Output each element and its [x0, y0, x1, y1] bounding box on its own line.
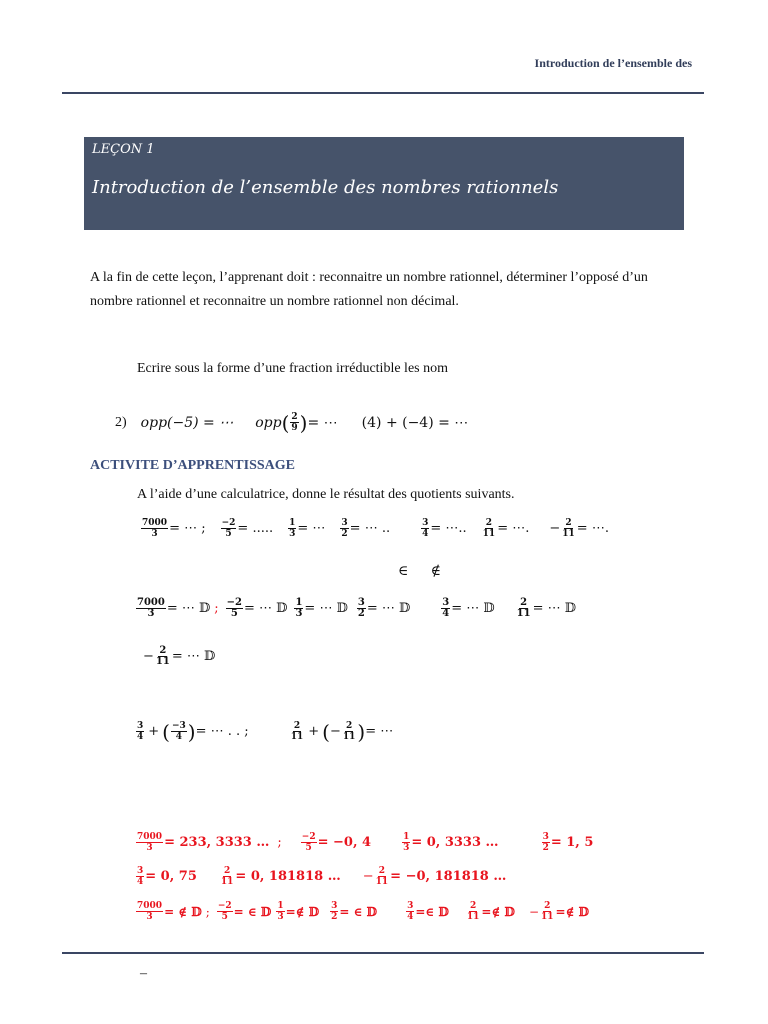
running-head: Introduction de l’ensemble des: [534, 56, 692, 70]
sum-expression: (4) + (−4) = ⋯: [361, 414, 469, 431]
quotient-item: [135, 598, 210, 619]
denominator: 4: [137, 732, 144, 742]
answer-value: = −0, 4: [317, 835, 372, 850]
fraction: [136, 866, 144, 887]
answer-value: = 1, 5: [550, 835, 594, 850]
fraction: [290, 721, 305, 742]
numerator: 2: [544, 901, 551, 911]
minus-sign: −: [528, 904, 540, 919]
numerator: −2: [221, 518, 236, 528]
denominator: 2: [331, 912, 338, 922]
answer-item: [529, 901, 589, 922]
opp-label: opp: [255, 414, 282, 431]
fraction: [221, 518, 237, 539]
fraction: [141, 518, 168, 539]
fraction: [516, 598, 532, 619]
numerator: 7000: [137, 901, 163, 911]
fraction: [540, 901, 555, 922]
minus-sign: −: [362, 869, 374, 884]
quotient-line-1: [140, 518, 623, 539]
result-placeholder: = ⋯..: [430, 521, 467, 536]
denominator: 3: [403, 843, 410, 853]
answer-item: [541, 832, 594, 853]
denominator: 11: [342, 732, 356, 742]
fraction: [421, 518, 429, 539]
numerator: 3: [331, 901, 338, 911]
numerator: 1: [403, 832, 410, 842]
fraction: [290, 412, 298, 433]
fraction: [226, 598, 243, 619]
answer-value: =∉ 𝔻: [285, 904, 320, 919]
denominator: 11: [562, 529, 575, 539]
answer-value: = 0, 75: [145, 869, 197, 884]
denominator: 4: [175, 732, 183, 742]
answer-value: =∉ 𝔻: [555, 904, 590, 919]
denominator: 11: [375, 877, 389, 887]
answer-value: =∈ 𝔻: [415, 904, 449, 919]
quotient-line-2b: [143, 646, 229, 667]
answer-value: = 0, 181818 …: [235, 869, 341, 884]
quotient-item: [515, 598, 576, 619]
paren-left: (: [322, 719, 330, 744]
fraction: [330, 901, 338, 922]
fraction: [171, 721, 187, 742]
denominator: 5: [305, 843, 312, 853]
numerator: −2: [301, 832, 316, 842]
activity-instruction: A l’aide d’une calculatrice, donne le résultat des quotients suivants.: [137, 487, 515, 502]
quotient-item: [440, 598, 494, 619]
answer-value: = ∈ 𝔻: [339, 904, 378, 919]
denominator: 2: [357, 608, 365, 619]
answer-item: [401, 832, 499, 853]
answer-item: [405, 901, 449, 922]
denominator: 5: [230, 608, 238, 619]
numerator: 2: [378, 866, 386, 876]
denominator: 11: [541, 912, 554, 922]
denominator: 3: [146, 912, 153, 922]
fraction: [466, 901, 481, 922]
numerator: 2: [520, 597, 528, 608]
quotient-item: [356, 598, 410, 619]
denominator: 3: [147, 608, 155, 619]
denominator: 4: [422, 529, 429, 539]
answer-item: [135, 866, 197, 887]
denominator: 3: [151, 529, 158, 539]
fraction: [220, 866, 235, 887]
paren-right: ): [299, 410, 308, 435]
numerator: 3: [542, 832, 549, 842]
numerator: 1: [277, 901, 284, 911]
denominator: 11: [155, 656, 170, 667]
numerator: 2: [293, 721, 301, 731]
result-placeholder: = ⋯ . . ;: [195, 724, 249, 739]
denominator: 11: [516, 608, 531, 619]
paren-right: ): [187, 719, 196, 744]
answer-value: =∉ 𝔻: [481, 904, 515, 919]
result-placeholder: = ⋯ 𝔻: [304, 601, 348, 616]
paren-right: ): [357, 719, 366, 744]
fraction: [276, 901, 284, 922]
quotient-item: [225, 598, 288, 619]
numerator: 2: [224, 866, 231, 876]
answer-value: = ∉ 𝔻: [164, 904, 202, 919]
denominator: 3: [146, 843, 153, 853]
numerator: 2: [565, 518, 572, 528]
fraction: [301, 832, 317, 853]
result-placeholder: = ⋯ 𝔻: [244, 601, 288, 616]
fraction: [294, 598, 303, 619]
numerator: −2: [226, 597, 243, 608]
numerator: 2: [345, 721, 353, 731]
answer-item: [219, 866, 341, 887]
separator: ;: [205, 904, 210, 919]
answer-item: [300, 832, 371, 853]
fraction: [375, 866, 390, 887]
numerator: 3: [442, 597, 450, 608]
answer-item: [135, 901, 202, 922]
numerator: 7000: [137, 597, 165, 608]
answer-line-2: [135, 866, 520, 887]
fraction: [342, 721, 357, 742]
quotient-item: [420, 518, 467, 539]
fraction: [136, 721, 144, 742]
result-placeholder: = ⋯ 𝔻: [532, 601, 577, 616]
denominator: 4: [442, 608, 450, 619]
numerator: 7000: [137, 832, 163, 842]
fraction: [406, 901, 414, 922]
opposite-expression: opp(−5) = ⋯: [140, 414, 234, 431]
answer-item: [363, 866, 507, 887]
fraction: [542, 832, 550, 853]
sum-item: [135, 721, 249, 742]
result-placeholder: = ⋯.: [576, 521, 609, 536]
lesson-title: Introduction de l’ensemble des nombres rationnels: [92, 177, 559, 198]
minus-sign: −: [143, 649, 154, 664]
minus-sign: −: [549, 521, 561, 536]
result-placeholder: = ⋯ 𝔻: [171, 649, 216, 664]
fraction: [217, 901, 233, 922]
answer-value: = ∈ 𝔻: [233, 904, 272, 919]
answer-value: = −0, 181818 …: [390, 869, 507, 884]
denominator: 2: [341, 529, 348, 539]
numerator: 3: [341, 518, 348, 528]
footer-mark: –: [140, 966, 147, 981]
fraction: [482, 518, 497, 539]
denominator: 3: [295, 608, 303, 619]
result-placeholder: = ⋯ 𝔻: [366, 601, 411, 616]
numerator: 7000: [142, 518, 168, 528]
membership-symbols: ∈ ∉: [398, 563, 441, 579]
numerator: 3: [137, 721, 144, 731]
numerator: −2: [217, 901, 232, 911]
result-placeholder: = ⋯ ..: [349, 521, 391, 536]
fraction: [357, 598, 366, 619]
sum-item: [289, 721, 394, 742]
numerator: −3: [171, 721, 186, 731]
prereq-instruction: Ecrire sous la forme d’une fraction irréductible les nom: [137, 361, 448, 376]
quotient-item: [140, 518, 206, 539]
quotient-item: [220, 518, 274, 539]
fraction: [136, 901, 163, 922]
result-placeholder: = ⋯: [297, 521, 326, 536]
denominator: 11: [482, 529, 496, 539]
result-placeholder: = ⋯ 𝔻: [166, 601, 211, 616]
numerator: 3: [407, 901, 414, 911]
quotient-item: [143, 646, 215, 667]
result-placeholder: = ⋯ ;: [169, 521, 206, 536]
fraction: [340, 518, 348, 539]
fraction: [561, 518, 576, 539]
fraction: [402, 832, 410, 853]
prereq-question-2: [115, 412, 468, 433]
footer-rule: [62, 952, 704, 954]
answer-item: [135, 832, 269, 853]
header-rule: [62, 92, 704, 94]
quotient-item: [481, 518, 530, 539]
opposite-fraction-expression: [255, 412, 337, 433]
answer-item: [216, 901, 272, 922]
numerator: 1: [295, 597, 303, 608]
answer-item: [465, 901, 515, 922]
result-placeholder: = ⋯ 𝔻: [451, 601, 495, 616]
numerator: 2: [291, 412, 298, 422]
numerator: 2: [470, 901, 477, 911]
denominator: 11: [466, 912, 480, 922]
answer-line-3: [135, 901, 603, 922]
answer-value: = 233, 3333 …: [164, 835, 270, 850]
denominator: 2: [542, 843, 549, 853]
quotient-item: [287, 518, 325, 539]
fraction: [155, 646, 171, 667]
denominator: 5: [221, 912, 228, 922]
numerator: 3: [137, 866, 144, 876]
separator: ;: [277, 835, 282, 850]
question-number: 2): [115, 414, 127, 430]
plus-sign: +: [148, 724, 160, 739]
denominator: 9: [291, 423, 298, 433]
result-placeholder: = ⋯: [365, 724, 394, 739]
lesson-banner: [84, 137, 684, 230]
denominator: 4: [137, 877, 144, 887]
denominator: 3: [289, 529, 296, 539]
minus-sign: −: [329, 724, 341, 739]
answer-item: [275, 901, 319, 922]
result-placeholder: = ⋯.: [497, 521, 530, 536]
quotient-line-2: [135, 598, 590, 619]
denominator: 3: [277, 912, 284, 922]
paren-left: (: [281, 410, 290, 435]
lesson-objective: A la fin de cette leçon, l’apprenant doit : reconnaitre un nombre rationnel, déterminer l’opposé d’un nombre rationnel et reconnaitre un nombre rationnel non décimal.: [90, 270, 648, 309]
numerator: 3: [357, 597, 365, 608]
denominator: 5: [225, 529, 232, 539]
quotient-item: [293, 598, 347, 619]
fraction: [288, 518, 296, 539]
answer-line-1: [135, 832, 607, 853]
numerator: 3: [422, 518, 429, 528]
fraction: [136, 832, 163, 853]
quotient-item: [339, 518, 390, 539]
result-placeholder: = .....: [237, 521, 274, 536]
denominator: 11: [290, 732, 304, 742]
answer-item: [329, 901, 377, 922]
numerator: 2: [485, 518, 493, 528]
numerator: 2: [159, 645, 167, 656]
separator: ;: [214, 601, 219, 616]
numerator: 1: [289, 518, 296, 528]
fraction: [136, 598, 166, 619]
answer-value: = 0, 3333 …: [411, 835, 499, 850]
plus-sign: +: [308, 724, 320, 739]
paren-left: (: [162, 719, 170, 744]
quotient-item: [549, 518, 609, 539]
denominator: 11: [220, 877, 234, 887]
opposite-sum-line: [135, 721, 407, 742]
fraction: [441, 598, 450, 619]
equals-placeholder: = ⋯: [307, 414, 338, 431]
denominator: 4: [407, 912, 414, 922]
lesson-label: LEÇON 1: [92, 142, 155, 157]
section-heading: ACTIVITE D’APPRENTISSAGE: [90, 458, 295, 473]
